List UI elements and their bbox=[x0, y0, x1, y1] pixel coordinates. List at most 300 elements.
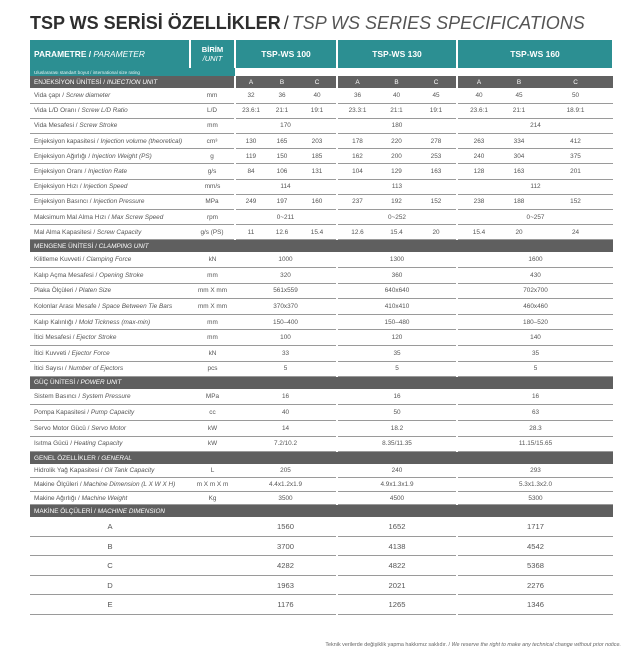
param-name bbox=[30, 149, 190, 164]
unit-cell: g/s bbox=[190, 164, 235, 179]
spec-row bbox=[30, 575, 613, 595]
value-cell: 5 bbox=[235, 361, 337, 377]
unit-cell: rpm bbox=[190, 210, 235, 225]
spec-row bbox=[30, 210, 613, 225]
header-note-row bbox=[30, 68, 613, 76]
value-cell: 4.9x1.3x1.9 bbox=[337, 478, 457, 492]
value-cell: 1346 bbox=[457, 595, 613, 615]
param-name-en: Injection Rate bbox=[88, 168, 128, 176]
value-cell: 28.3 bbox=[457, 420, 613, 436]
value-cell: 36 bbox=[337, 88, 377, 103]
spec-row bbox=[30, 464, 613, 478]
unit-cell: mm/s bbox=[190, 179, 235, 194]
value-cell: 16 bbox=[337, 389, 457, 405]
section-injection bbox=[30, 76, 613, 88]
spec-row bbox=[30, 556, 613, 576]
param-name-en: Injection Weight (PS) bbox=[91, 152, 152, 160]
param-name bbox=[30, 478, 190, 492]
spec-row bbox=[30, 283, 613, 299]
value-cell: 112 bbox=[457, 179, 613, 194]
value-cell: 45 bbox=[416, 88, 457, 103]
param-name-tr: Kalıp Açma Mesafesi / bbox=[34, 271, 98, 279]
spec-row bbox=[30, 478, 613, 492]
param-name-en: Screw L/D Ratio bbox=[81, 107, 128, 115]
param-name-tr: Isıtma Gücü / bbox=[34, 440, 73, 448]
value-cell: 240 bbox=[337, 464, 457, 478]
param-name-en: Machine Weight bbox=[81, 494, 128, 502]
param-name-en: Oil Tank Capacity bbox=[104, 466, 155, 474]
spec-row bbox=[30, 164, 613, 179]
value-cell: 180 bbox=[337, 118, 457, 133]
value-cell: 15.4 bbox=[457, 225, 500, 240]
value-cell: 375 bbox=[538, 149, 613, 164]
param-name-tr: Maksimum Mal Alma Hızı / bbox=[34, 213, 110, 221]
section-title: GENEL ÖZELLİKLER / GENERAL bbox=[30, 452, 613, 464]
value-cell: 150–400 bbox=[235, 314, 337, 330]
footnote: Teknik verilerde değişiklik yapma hakkımız saklıdır. / We reserve the right to make any technical change without prior notice. bbox=[325, 642, 621, 648]
unit-cell: L/D bbox=[190, 103, 235, 118]
value-cell: 21:1 bbox=[377, 103, 416, 118]
value-cell: 200 bbox=[377, 149, 416, 164]
value-cell: 104 bbox=[337, 164, 377, 179]
value-cell: 35 bbox=[337, 345, 457, 361]
value-cell: 15.4 bbox=[377, 225, 416, 240]
value-cell: 15.4 bbox=[298, 225, 337, 240]
param-name-tr: Mal Alma Kapasitesi / bbox=[34, 228, 96, 236]
title-en: TSP WS SERIES SPECIFICATIONS bbox=[291, 13, 585, 33]
value-cell: 5300 bbox=[457, 491, 613, 505]
unit-cell: cc bbox=[190, 404, 235, 420]
variant-label: A bbox=[337, 76, 377, 88]
value-cell: 460x460 bbox=[457, 299, 613, 315]
spec-row bbox=[30, 103, 613, 118]
value-cell: 1963 bbox=[235, 575, 337, 595]
value-cell: 5 bbox=[337, 361, 457, 377]
value-cell: 40 bbox=[377, 88, 416, 103]
param-name-en: Injection volume (theoretical) bbox=[100, 137, 183, 145]
header-row bbox=[30, 40, 613, 68]
model-header-160: TSP-WS 160 bbox=[457, 40, 613, 68]
param-name-en: Opening Stroke bbox=[99, 271, 144, 279]
dimension-label: D bbox=[30, 575, 190, 595]
value-cell: 4282 bbox=[235, 556, 337, 576]
param-name bbox=[30, 267, 190, 283]
value-cell: 100 bbox=[235, 330, 337, 346]
spec-row bbox=[30, 88, 613, 103]
param-name-tr: Servo Motor Gücü / bbox=[34, 424, 90, 432]
value-cell: 12.6 bbox=[266, 225, 298, 240]
value-cell: 4822 bbox=[337, 556, 457, 576]
spec-row bbox=[30, 361, 613, 377]
param-name bbox=[30, 420, 190, 436]
param-name-tr: Enjeksiyon Basıncı / bbox=[34, 198, 92, 206]
param-name bbox=[30, 404, 190, 420]
dimension-label: B bbox=[30, 536, 190, 556]
section-title: MENGENE ÜNİTESİ / CLAMPING UNIT bbox=[30, 240, 613, 252]
value-cell: 23.6:1 bbox=[235, 103, 266, 118]
param-name-tr: Enjeksiyon Hızı / bbox=[34, 183, 82, 191]
param-name-en: Max Screw Speed bbox=[111, 213, 164, 221]
value-cell: 4138 bbox=[337, 536, 457, 556]
value-cell: 203 bbox=[298, 134, 337, 149]
value-cell: 4500 bbox=[337, 491, 457, 505]
value-cell: 40 bbox=[457, 88, 500, 103]
value-cell: 430 bbox=[457, 267, 613, 283]
value-cell: 33 bbox=[235, 345, 337, 361]
param-name bbox=[30, 491, 190, 505]
param-name-en: Ejector Stroke bbox=[76, 334, 117, 342]
unit-cell: mm X mm bbox=[190, 299, 235, 315]
spec-row bbox=[30, 149, 613, 164]
value-cell: 238 bbox=[457, 194, 500, 209]
dimension-label: A bbox=[30, 517, 190, 537]
unit-cell: kN bbox=[190, 345, 235, 361]
param-name-en: Screw Stroke bbox=[79, 122, 118, 130]
unit-cell: MPa bbox=[190, 194, 235, 209]
value-cell: 320 bbox=[235, 267, 337, 283]
param-name-tr: İtici Sayısı / bbox=[34, 365, 67, 373]
value-cell: 14 bbox=[235, 420, 337, 436]
variant-label: A bbox=[457, 76, 500, 88]
param-name-en: Machine Dimension (L X W X H) bbox=[83, 480, 176, 488]
value-cell: 35 bbox=[457, 345, 613, 361]
size-rating-note: Uluslararası standart boyut / international size rating bbox=[30, 68, 235, 76]
value-cell: 40 bbox=[235, 404, 337, 420]
param-name-tr: Kilitleme Kuvveti / bbox=[34, 255, 85, 263]
unit-cell: MPa bbox=[190, 389, 235, 405]
value-cell: 0~211 bbox=[235, 210, 337, 225]
value-cell: 240 bbox=[457, 149, 500, 164]
unit-cell: mm bbox=[190, 314, 235, 330]
param-name-tr: Enjeksiyon Oranı / bbox=[34, 168, 87, 176]
variant-label: C bbox=[538, 76, 613, 88]
param-name-tr: Kolonlar Arası Mesafe / bbox=[34, 302, 101, 310]
value-cell: 40 bbox=[298, 88, 337, 103]
value-cell: 334 bbox=[500, 134, 538, 149]
param-name-tr: Pompa Kapasitesi / bbox=[34, 408, 90, 416]
model-header-130: TSP-WS 130 bbox=[337, 40, 457, 68]
value-cell: 12.6 bbox=[337, 225, 377, 240]
param-name bbox=[30, 436, 190, 452]
spec-row bbox=[30, 420, 613, 436]
variant-label: C bbox=[416, 76, 457, 88]
value-cell: 19:1 bbox=[416, 103, 457, 118]
param-name-tr: Sistem Basıncı / bbox=[34, 392, 81, 400]
value-cell: 23.6:1 bbox=[457, 103, 500, 118]
value-cell: 370x370 bbox=[235, 299, 337, 315]
value-cell: 1176 bbox=[235, 595, 337, 615]
value-cell: 140 bbox=[457, 330, 613, 346]
unit-cell: kW bbox=[190, 436, 235, 452]
param-name-tr: Vida Mesafesi / bbox=[34, 122, 78, 130]
value-cell: 131 bbox=[298, 164, 337, 179]
title-separator: / bbox=[283, 13, 289, 33]
value-cell: 20 bbox=[416, 225, 457, 240]
param-name-tr: Hidrolik Yağ Kapasitesi / bbox=[34, 466, 103, 474]
unit-cell: g bbox=[190, 149, 235, 164]
spec-row bbox=[30, 179, 613, 194]
section-dimension bbox=[30, 505, 613, 517]
unit-cell: mm bbox=[190, 330, 235, 346]
value-cell: 5 bbox=[457, 361, 613, 377]
param-name-en: Servo Motor bbox=[91, 424, 127, 432]
spec-row bbox=[30, 134, 613, 149]
param-header: PARAMETRE / PARAMETER bbox=[30, 40, 190, 68]
value-cell: 84 bbox=[235, 164, 266, 179]
spec-row bbox=[30, 345, 613, 361]
model-header-100: TSP-WS 100 bbox=[235, 40, 337, 68]
value-cell: 16 bbox=[457, 389, 613, 405]
param-name-tr: Vida çapı / bbox=[34, 91, 65, 99]
param-name-en: Injection Speed bbox=[83, 183, 128, 191]
value-cell: 152 bbox=[416, 194, 457, 209]
unit-cell: kN bbox=[190, 252, 235, 268]
value-cell: 1717 bbox=[457, 517, 613, 537]
value-cell: 19:1 bbox=[298, 103, 337, 118]
value-cell: 278 bbox=[416, 134, 457, 149]
param-name bbox=[30, 179, 190, 194]
param-name bbox=[30, 194, 190, 209]
unit-cell: mm bbox=[190, 267, 235, 283]
value-cell: 5.3x1.3x2.0 bbox=[457, 478, 613, 492]
spec-body bbox=[30, 76, 613, 614]
param-name bbox=[30, 330, 190, 346]
param-name bbox=[30, 389, 190, 405]
value-cell: 160 bbox=[298, 194, 337, 209]
value-cell: 106 bbox=[266, 164, 298, 179]
param-name-en: Screw diameter bbox=[65, 91, 111, 99]
value-cell: 163 bbox=[416, 164, 457, 179]
section-title: GÜÇ ÜNİTESİ / POWER UNIT bbox=[30, 377, 613, 389]
value-cell: 129 bbox=[377, 164, 416, 179]
param-name-en: System Pressure bbox=[81, 392, 131, 400]
value-cell: 249 bbox=[235, 194, 266, 209]
param-name-tr: Enjeksiyon kapasitesi / bbox=[34, 137, 99, 145]
value-cell: 4542 bbox=[457, 536, 613, 556]
spec-row bbox=[30, 389, 613, 405]
value-cell: 170 bbox=[235, 118, 337, 133]
value-cell: 1265 bbox=[337, 595, 457, 615]
value-cell: 32 bbox=[235, 88, 266, 103]
value-cell: 50 bbox=[538, 88, 613, 103]
section-general bbox=[30, 452, 613, 464]
spec-table bbox=[30, 40, 614, 615]
spec-row bbox=[30, 517, 613, 537]
value-cell: 1652 bbox=[337, 517, 457, 537]
spec-row bbox=[30, 404, 613, 420]
value-cell: 120 bbox=[337, 330, 457, 346]
param-name-en: Clamping Force bbox=[86, 255, 132, 263]
value-cell: 128 bbox=[457, 164, 500, 179]
param-name bbox=[30, 103, 190, 118]
spec-row bbox=[30, 330, 613, 346]
param-name bbox=[30, 361, 190, 377]
param-name-tr: Plaka Ölçüleri / bbox=[34, 287, 77, 295]
param-name-tr: Makine Ölçüleri / bbox=[34, 480, 82, 488]
value-cell: 237 bbox=[337, 194, 377, 209]
value-cell: 1300 bbox=[337, 252, 457, 268]
value-cell: 293 bbox=[457, 464, 613, 478]
value-cell: 201 bbox=[538, 164, 613, 179]
value-cell: 45 bbox=[500, 88, 538, 103]
value-cell: 0~252 bbox=[337, 210, 457, 225]
value-cell: 263 bbox=[457, 134, 500, 149]
unit-cell: g/s (PS) bbox=[190, 225, 235, 240]
param-name-tr: Vida L/D Oranı / bbox=[34, 107, 80, 115]
param-name-en: Mold Tickness (max-min) bbox=[78, 318, 151, 326]
title-tr: TSP WS SERİSİ ÖZELLİKLER bbox=[30, 13, 281, 33]
value-cell: 185 bbox=[298, 149, 337, 164]
value-cell: 205 bbox=[235, 464, 337, 478]
value-cell: 3700 bbox=[235, 536, 337, 556]
section-clamping bbox=[30, 240, 613, 252]
spec-row bbox=[30, 118, 613, 133]
value-cell: 4.4x1.2x1.9 bbox=[235, 478, 337, 492]
value-cell: 152 bbox=[538, 194, 613, 209]
value-cell: 20 bbox=[500, 225, 538, 240]
section-title: MAKİNE ÖLÇÜLERİ / MACHINE DIMENSION bbox=[30, 505, 613, 517]
value-cell: 113 bbox=[337, 179, 457, 194]
value-cell: 1560 bbox=[235, 517, 337, 537]
param-name-en: Number of Ejectors bbox=[68, 365, 124, 373]
dimension-label: C bbox=[30, 556, 190, 576]
unit-cell: m X m X m bbox=[190, 478, 235, 492]
value-cell: 360 bbox=[337, 267, 457, 283]
value-cell: 702x700 bbox=[457, 283, 613, 299]
value-cell: 11.15/15.65 bbox=[457, 436, 613, 452]
spec-row bbox=[30, 252, 613, 268]
spec-row bbox=[30, 436, 613, 452]
param-name-tr: Makine Ağırlığı / bbox=[34, 494, 80, 502]
param-name bbox=[30, 464, 190, 478]
unit-cell: pcs bbox=[190, 361, 235, 377]
param-name-tr: İtici Mesafesi / bbox=[34, 334, 75, 342]
spec-row bbox=[30, 314, 613, 330]
variant-label: B bbox=[500, 76, 538, 88]
variant-label: A bbox=[235, 76, 266, 88]
param-name-tr: İtici Kuvveti / bbox=[34, 349, 70, 357]
unit-cell: kW bbox=[190, 420, 235, 436]
variant-label: B bbox=[377, 76, 416, 88]
value-cell: 1000 bbox=[235, 252, 337, 268]
param-name-en: Injection Pressure bbox=[93, 198, 145, 206]
value-cell: 163 bbox=[500, 164, 538, 179]
unit-cell: L bbox=[190, 464, 235, 478]
param-name bbox=[30, 225, 190, 240]
value-cell: 7.2/10.2 bbox=[235, 436, 337, 452]
param-name bbox=[30, 88, 190, 103]
spec-row bbox=[30, 595, 613, 615]
variant-label: B bbox=[266, 76, 298, 88]
unit-cell: Kg bbox=[190, 491, 235, 505]
value-cell: 561x559 bbox=[235, 283, 337, 299]
spec-row bbox=[30, 491, 613, 505]
value-cell: 150–480 bbox=[337, 314, 457, 330]
unit-cell: mm bbox=[190, 88, 235, 103]
param-name-en: Pump Capacity bbox=[90, 408, 135, 416]
section-title: ENJEKSİYON ÜNİTESİ / INJECTION UNIT bbox=[30, 76, 235, 88]
value-cell: 1600 bbox=[457, 252, 613, 268]
value-cell: 130 bbox=[235, 134, 266, 149]
param-name-tr: Enjeksiyon Ağırlığı / bbox=[34, 152, 91, 160]
value-cell: 2021 bbox=[337, 575, 457, 595]
spec-row bbox=[30, 267, 613, 283]
value-cell: 197 bbox=[266, 194, 298, 209]
value-cell: 36 bbox=[266, 88, 298, 103]
spec-row bbox=[30, 194, 613, 209]
value-cell: 162 bbox=[337, 149, 377, 164]
unit-cell: cm³ bbox=[190, 134, 235, 149]
value-cell: 412 bbox=[538, 134, 613, 149]
dimension-label: E bbox=[30, 595, 190, 615]
param-name bbox=[30, 252, 190, 268]
param-name bbox=[30, 118, 190, 133]
param-name-tr: Kalıp Kalınlığı / bbox=[34, 318, 77, 326]
param-name bbox=[30, 134, 190, 149]
value-cell: 21:1 bbox=[266, 103, 298, 118]
unit-cell: mm bbox=[190, 118, 235, 133]
value-cell: 165 bbox=[266, 134, 298, 149]
param-name-en: Space Between Tie Bars bbox=[101, 302, 173, 310]
value-cell: 253 bbox=[416, 149, 457, 164]
value-cell: 23.3:1 bbox=[337, 103, 377, 118]
param-name bbox=[30, 314, 190, 330]
param-name-en: Platen Size bbox=[78, 287, 112, 295]
param-name-en: Screw Capacity bbox=[96, 228, 142, 236]
value-cell: 178 bbox=[337, 134, 377, 149]
value-cell: 5368 bbox=[457, 556, 613, 576]
param-name bbox=[30, 283, 190, 299]
unit-header: BİRİM /UNIT bbox=[190, 40, 235, 68]
value-cell: 8.35/11.35 bbox=[337, 436, 457, 452]
value-cell: 188 bbox=[500, 194, 538, 209]
value-cell: 11 bbox=[235, 225, 266, 240]
param-name bbox=[30, 345, 190, 361]
value-cell: 18.2 bbox=[337, 420, 457, 436]
value-cell: 0~257 bbox=[457, 210, 613, 225]
section-power bbox=[30, 377, 613, 389]
value-cell: 2276 bbox=[457, 575, 613, 595]
value-cell: 640x640 bbox=[337, 283, 457, 299]
value-cell: 192 bbox=[377, 194, 416, 209]
value-cell: 410x410 bbox=[337, 299, 457, 315]
value-cell: 18.9:1 bbox=[538, 103, 613, 118]
value-cell: 150 bbox=[266, 149, 298, 164]
spec-row bbox=[30, 299, 613, 315]
param-name bbox=[30, 299, 190, 315]
page-title bbox=[30, 13, 585, 37]
value-cell: 3500 bbox=[235, 491, 337, 505]
param-name bbox=[30, 210, 190, 225]
spec-row bbox=[30, 536, 613, 556]
value-cell: 50 bbox=[337, 404, 457, 420]
value-cell: 21:1 bbox=[500, 103, 538, 118]
variant-label: C bbox=[298, 76, 337, 88]
value-cell: 214 bbox=[457, 118, 613, 133]
value-cell: 24 bbox=[538, 225, 613, 240]
param-name bbox=[30, 164, 190, 179]
value-cell: 304 bbox=[500, 149, 538, 164]
param-name-en: Heating Capacity bbox=[73, 440, 123, 448]
value-cell: 63 bbox=[457, 404, 613, 420]
value-cell: 119 bbox=[235, 149, 266, 164]
value-cell: 220 bbox=[377, 134, 416, 149]
value-cell: 114 bbox=[235, 179, 337, 194]
spec-row bbox=[30, 225, 613, 240]
value-cell: 180–520 bbox=[457, 314, 613, 330]
unit-cell: mm X mm bbox=[190, 283, 235, 299]
value-cell: 16 bbox=[235, 389, 337, 405]
